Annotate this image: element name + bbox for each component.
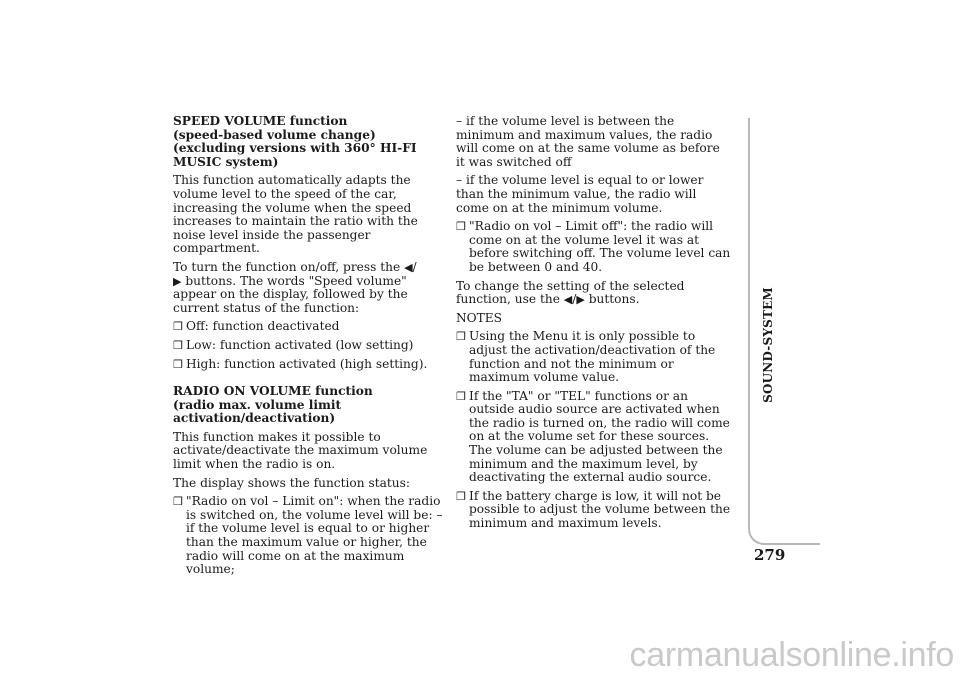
- right-arrow-icon: ▶: [173, 274, 182, 288]
- slash-symbol: /: [412, 259, 417, 274]
- checkbox-bullet-icon: ❒: [456, 330, 466, 344]
- list-item: [456, 390, 731, 485]
- checkbox-bullet-icon: ❒: [456, 220, 466, 234]
- list-item-text: Off: function deactivated: [186, 319, 340, 334]
- list-item: [456, 220, 731, 274]
- checkbox-bullet-icon: ❒: [173, 495, 183, 509]
- paragraph: – if the volume level is equal to or lower than the minimum value, the radio will come on at the minimum volume.: [456, 173, 704, 215]
- paragraph-text: To turn the function on/off, press the: [173, 259, 401, 274]
- paragraph: This function makes it possible to activate/deactivate the maximum volume limit when the radio is on.: [173, 429, 428, 472]
- paragraph: [456, 280, 731, 307]
- list-item-text: If the battery charge is low, it will not be possible to adjust the volume between the minimum and maximum levels.: [469, 488, 731, 531]
- list-item-text: "Radio on vol – Limit off": the radio will come on at the volume level it was at before switching off. The volume level can be between 0 and 40.: [469, 219, 731, 274]
- list-item: [173, 320, 443, 334]
- list-item-text: If the "TA" or "TEL" functions or an outside audio source are activated when the radio is turned on, the radio will come on at the volume set for these sources. The volume can be adjusted between the minimum and the maximum level, by deactivating the external audio source.: [469, 388, 730, 485]
- list-item: [173, 358, 443, 372]
- left-column: [173, 115, 443, 582]
- page-number: 279: [754, 546, 786, 564]
- list-item-text: Using the Menu it is only possible to adjust the activation/deactivation of the function and not the minimum or maximum volume value.: [469, 329, 716, 385]
- heading-line: SPEED VOLUME function: [173, 114, 348, 128]
- watermark: carmanualsonline.info: [629, 636, 954, 674]
- checkbox-bullet-icon: ❒: [456, 489, 466, 503]
- list-item-text: High: function activated (high setting).: [186, 356, 428, 371]
- heading-line: (excluding versions with 360° HI-FI MUSIC system): [173, 141, 417, 169]
- right-arrow-icon: ▶: [576, 293, 585, 307]
- notes-heading: NOTES: [456, 310, 503, 325]
- left-arrow-icon: ◀: [404, 260, 413, 274]
- checkbox-bullet-icon: ❒: [173, 357, 183, 371]
- paragraph: The display shows the function status:: [173, 475, 410, 490]
- left-arrow-icon: ◀: [563, 293, 573, 307]
- checkbox-bullet-icon: ❒: [173, 338, 183, 352]
- list-item: [456, 330, 731, 384]
- heading-line: (speed-based volume change): [173, 127, 376, 142]
- list-item-text: "Radio on vol – Limit on": when the radio is switched on, the volume level will be: – if the volume level is equal to or higher than the maximum value or higher, the radio will come on at the maximum volume;: [186, 494, 443, 577]
- paragraph: [173, 261, 443, 315]
- list-item-text: Low: function activated (low setting): [186, 337, 414, 352]
- checkbox-bullet-icon: ❒: [173, 320, 183, 334]
- paragraph: – if the volume level is between the minimum and maximum values, the radio will come on at the same volume as before it was switched off: [456, 114, 720, 169]
- slash-symbol: /: [572, 292, 577, 307]
- radio-on-volume-heading: [173, 385, 443, 426]
- paragraph-text: To change the setting of the selected function, use the: [456, 278, 685, 307]
- paragraph: This function automatically adapts the volume level to the speed of the car, increasing the volume when the speed increases to maintain the ratio with the noise level inside the passenger compartment.: [173, 173, 418, 256]
- paragraph-text: buttons. The words "Speed volume" appear on the display, followed by the current status of the function:: [173, 273, 408, 315]
- heading-line: (radio max. volume limit: [173, 397, 342, 412]
- list-item: [173, 339, 443, 353]
- paragraph-text: buttons.: [588, 292, 640, 307]
- right-column: [456, 115, 731, 536]
- list-item: [173, 495, 443, 577]
- list-item: [456, 490, 731, 531]
- heading-line: activation/deactivation): [173, 411, 336, 426]
- section-label: [758, 287, 778, 403]
- section-label-text: SOUND-SYSTEM: [761, 287, 776, 403]
- checkbox-bullet-icon: ❒: [456, 389, 466, 403]
- heading-line: RADIO ON VOLUME function: [173, 384, 373, 399]
- speed-volume-heading: [173, 115, 443, 169]
